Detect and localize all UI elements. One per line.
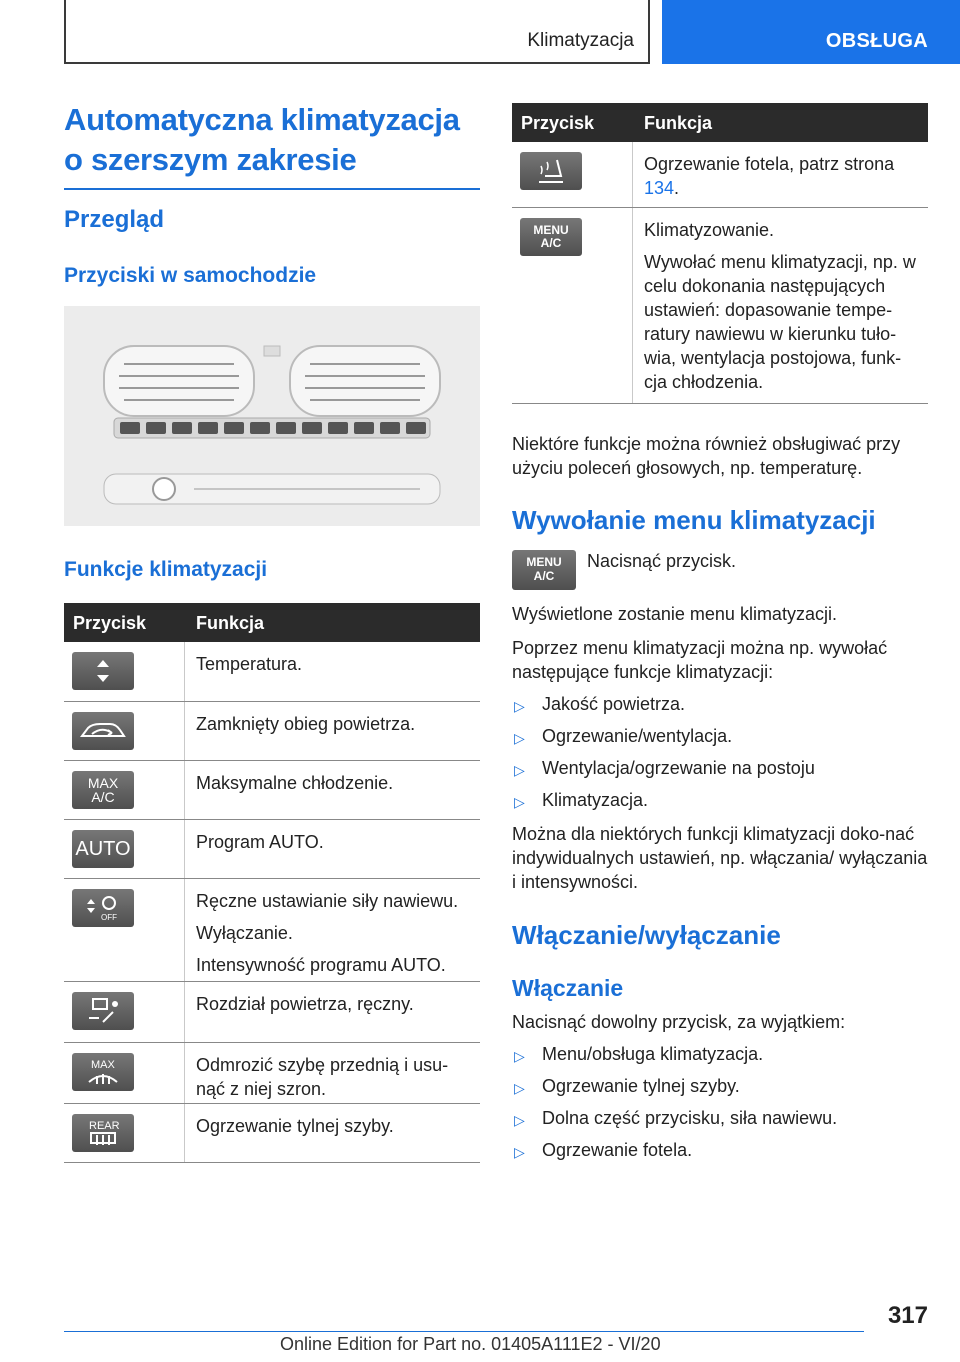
buttons-heading: Przyciski w samochodzie: [64, 264, 317, 287]
seat-heating-icon: [520, 152, 582, 190]
table-header: [512, 103, 928, 142]
table-row: Ogrzewanie fotela, patrz strona 134.: [512, 142, 928, 208]
list-item: ▷ Ogrzewanie/wentylacja.: [514, 726, 733, 746]
menu-instruction: Nacisnąć przycisk.: [587, 551, 737, 571]
table-row: [64, 702, 480, 761]
function-text: Wyłączanie.: [196, 923, 293, 943]
functions-table: [64, 603, 480, 1163]
function-text: Temperatura.: [196, 654, 303, 674]
table-header: [64, 603, 480, 642]
list-item: ▷ Klimatyzacja.: [514, 790, 649, 810]
function-text: Ręczne ustawianie siły nawiewu.: [196, 891, 459, 911]
max-ac-icon: MAX A/C: [72, 771, 134, 809]
menu-shown-text: Wyświetlone zostanie menu klimatyzacji.: [512, 604, 837, 624]
air-distribution-icon: [72, 992, 134, 1030]
page-title-line-2: o szerszym zakresie: [64, 142, 357, 177]
overview-heading: Przegląd: [64, 206, 165, 233]
control-panel-photo: [64, 306, 480, 526]
onoff-heading: Włączanie/wyłączanie: [512, 920, 781, 950]
function-text: Odmrozić szybę przednią i usu-nąć z niej szron.: [196, 1055, 449, 1099]
svg-text:MAX: MAX: [91, 1059, 115, 1071]
fan-off-icon: [72, 889, 134, 927]
individual-settings-note: Można dla niektórych funkcji klimatyzacji doko-nać indywidualnych ustawień, np. włączania/ wyłączania i intensywności.: [512, 824, 928, 892]
header-button: Przycisk: [73, 613, 147, 633]
chapter-title: OBSŁUGA: [825, 30, 928, 52]
header-function: Funkcja: [644, 113, 713, 133]
page-number: 317: [887, 1302, 928, 1329]
table-row: [64, 642, 480, 702]
recirculation-car-icon: [72, 712, 134, 750]
header-section-box: [64, 0, 650, 64]
header-function: Funkcja: [196, 613, 265, 633]
page-title-line-1: Automatyczna klimatyzacja: [64, 102, 460, 137]
function-text: Zamknięty obieg powietrza.: [196, 714, 416, 734]
on-intro: Nacisnąć dowolny przycisk, za wyjątkiem:: [512, 1012, 846, 1032]
temperature-arrows-icon: [72, 652, 134, 690]
table-row: [512, 208, 928, 404]
title-rule: [64, 188, 480, 190]
footer-edition-text: Online Edition for Part no. 01405A111E2 - VI/20: [280, 1334, 661, 1354]
function-text: Maksymalne chłodzenie.: [196, 773, 394, 793]
menu-intro-text: Poprzez menu klimatyzacji można np. wywołać następujące funkcje klimatyzacji:: [512, 638, 888, 682]
table-row: [64, 820, 480, 879]
menu-function-list: [512, 692, 928, 820]
exception-list: [512, 1042, 928, 1170]
function-text: Rozdział powietrza, ręczny.: [196, 994, 414, 1014]
list-item: ▷ Ogrzewanie tylnej szyby.: [514, 1076, 740, 1096]
list-item: ▷ Menu/obsługa klimatyzacja.: [514, 1044, 764, 1064]
function-text: Program AUTO.: [196, 832, 324, 852]
svg-text:OFF: OFF: [101, 913, 117, 922]
voice-note: Niektóre funkcje można również obsługiwać przy użyciu poleceń głosowych, np. temperaturę.: [512, 434, 901, 478]
table-row: [64, 761, 480, 820]
svg-text:REAR: REAR: [89, 1120, 120, 1132]
table-row: [64, 1104, 480, 1163]
function-text: Klimatyzowanie.: [644, 220, 775, 240]
table-row: [64, 879, 480, 982]
list-item: ▷ Ogrzewanie fotela.: [514, 1140, 693, 1160]
header-chapter-tab[interactable]: [662, 0, 960, 64]
rear-defrost-icon: [72, 1114, 134, 1152]
menu-ac-icon: MENU A/C: [520, 218, 582, 256]
menu-ac-button-icon: MENU A/C: [512, 550, 576, 590]
menu-heading: Wywołanie menu klimatyzacji: [512, 505, 876, 535]
table-row: [64, 1043, 480, 1104]
auto-icon: AUTO: [72, 830, 134, 868]
table-row: [64, 982, 480, 1043]
max-defrost-icon: [72, 1053, 134, 1091]
list-item: ▷ Jakość powietrza.: [514, 694, 686, 714]
list-item: ▷ Dolna część przycisku, siła nawiewu.: [514, 1108, 838, 1128]
page-ref-link[interactable]: 134: [644, 178, 675, 198]
section-title: Klimatyzacja: [527, 30, 634, 51]
function-text: Ogrzewanie tylnej szyby.: [196, 1116, 394, 1136]
function-text: Intensywność programu AUTO.: [196, 955, 446, 975]
control-panel-illustration: [64, 306, 480, 526]
header-button: Przycisk: [521, 113, 595, 133]
on-heading: Włączanie: [512, 975, 624, 1001]
main-title-block: [64, 100, 480, 190]
list-item: ▷ Wentylacja/ogrzewanie na postoju: [514, 758, 815, 778]
function-text: Wywołać menu klimatyzacji, np. w celu dokonania następujących ustawień: dopasowanie tempe-ratury nawiewu w kierunku tuło-wia, wentylacja postojowa, funk-cja chłodzenia.: [644, 252, 916, 392]
function-text: Ogrzewanie fotela, patrz strona: [644, 154, 895, 174]
functions-table-continued: [512, 103, 928, 404]
functions-heading: Funkcje klimatyzacji: [64, 558, 268, 581]
footer-rule: [64, 1331, 864, 1332]
